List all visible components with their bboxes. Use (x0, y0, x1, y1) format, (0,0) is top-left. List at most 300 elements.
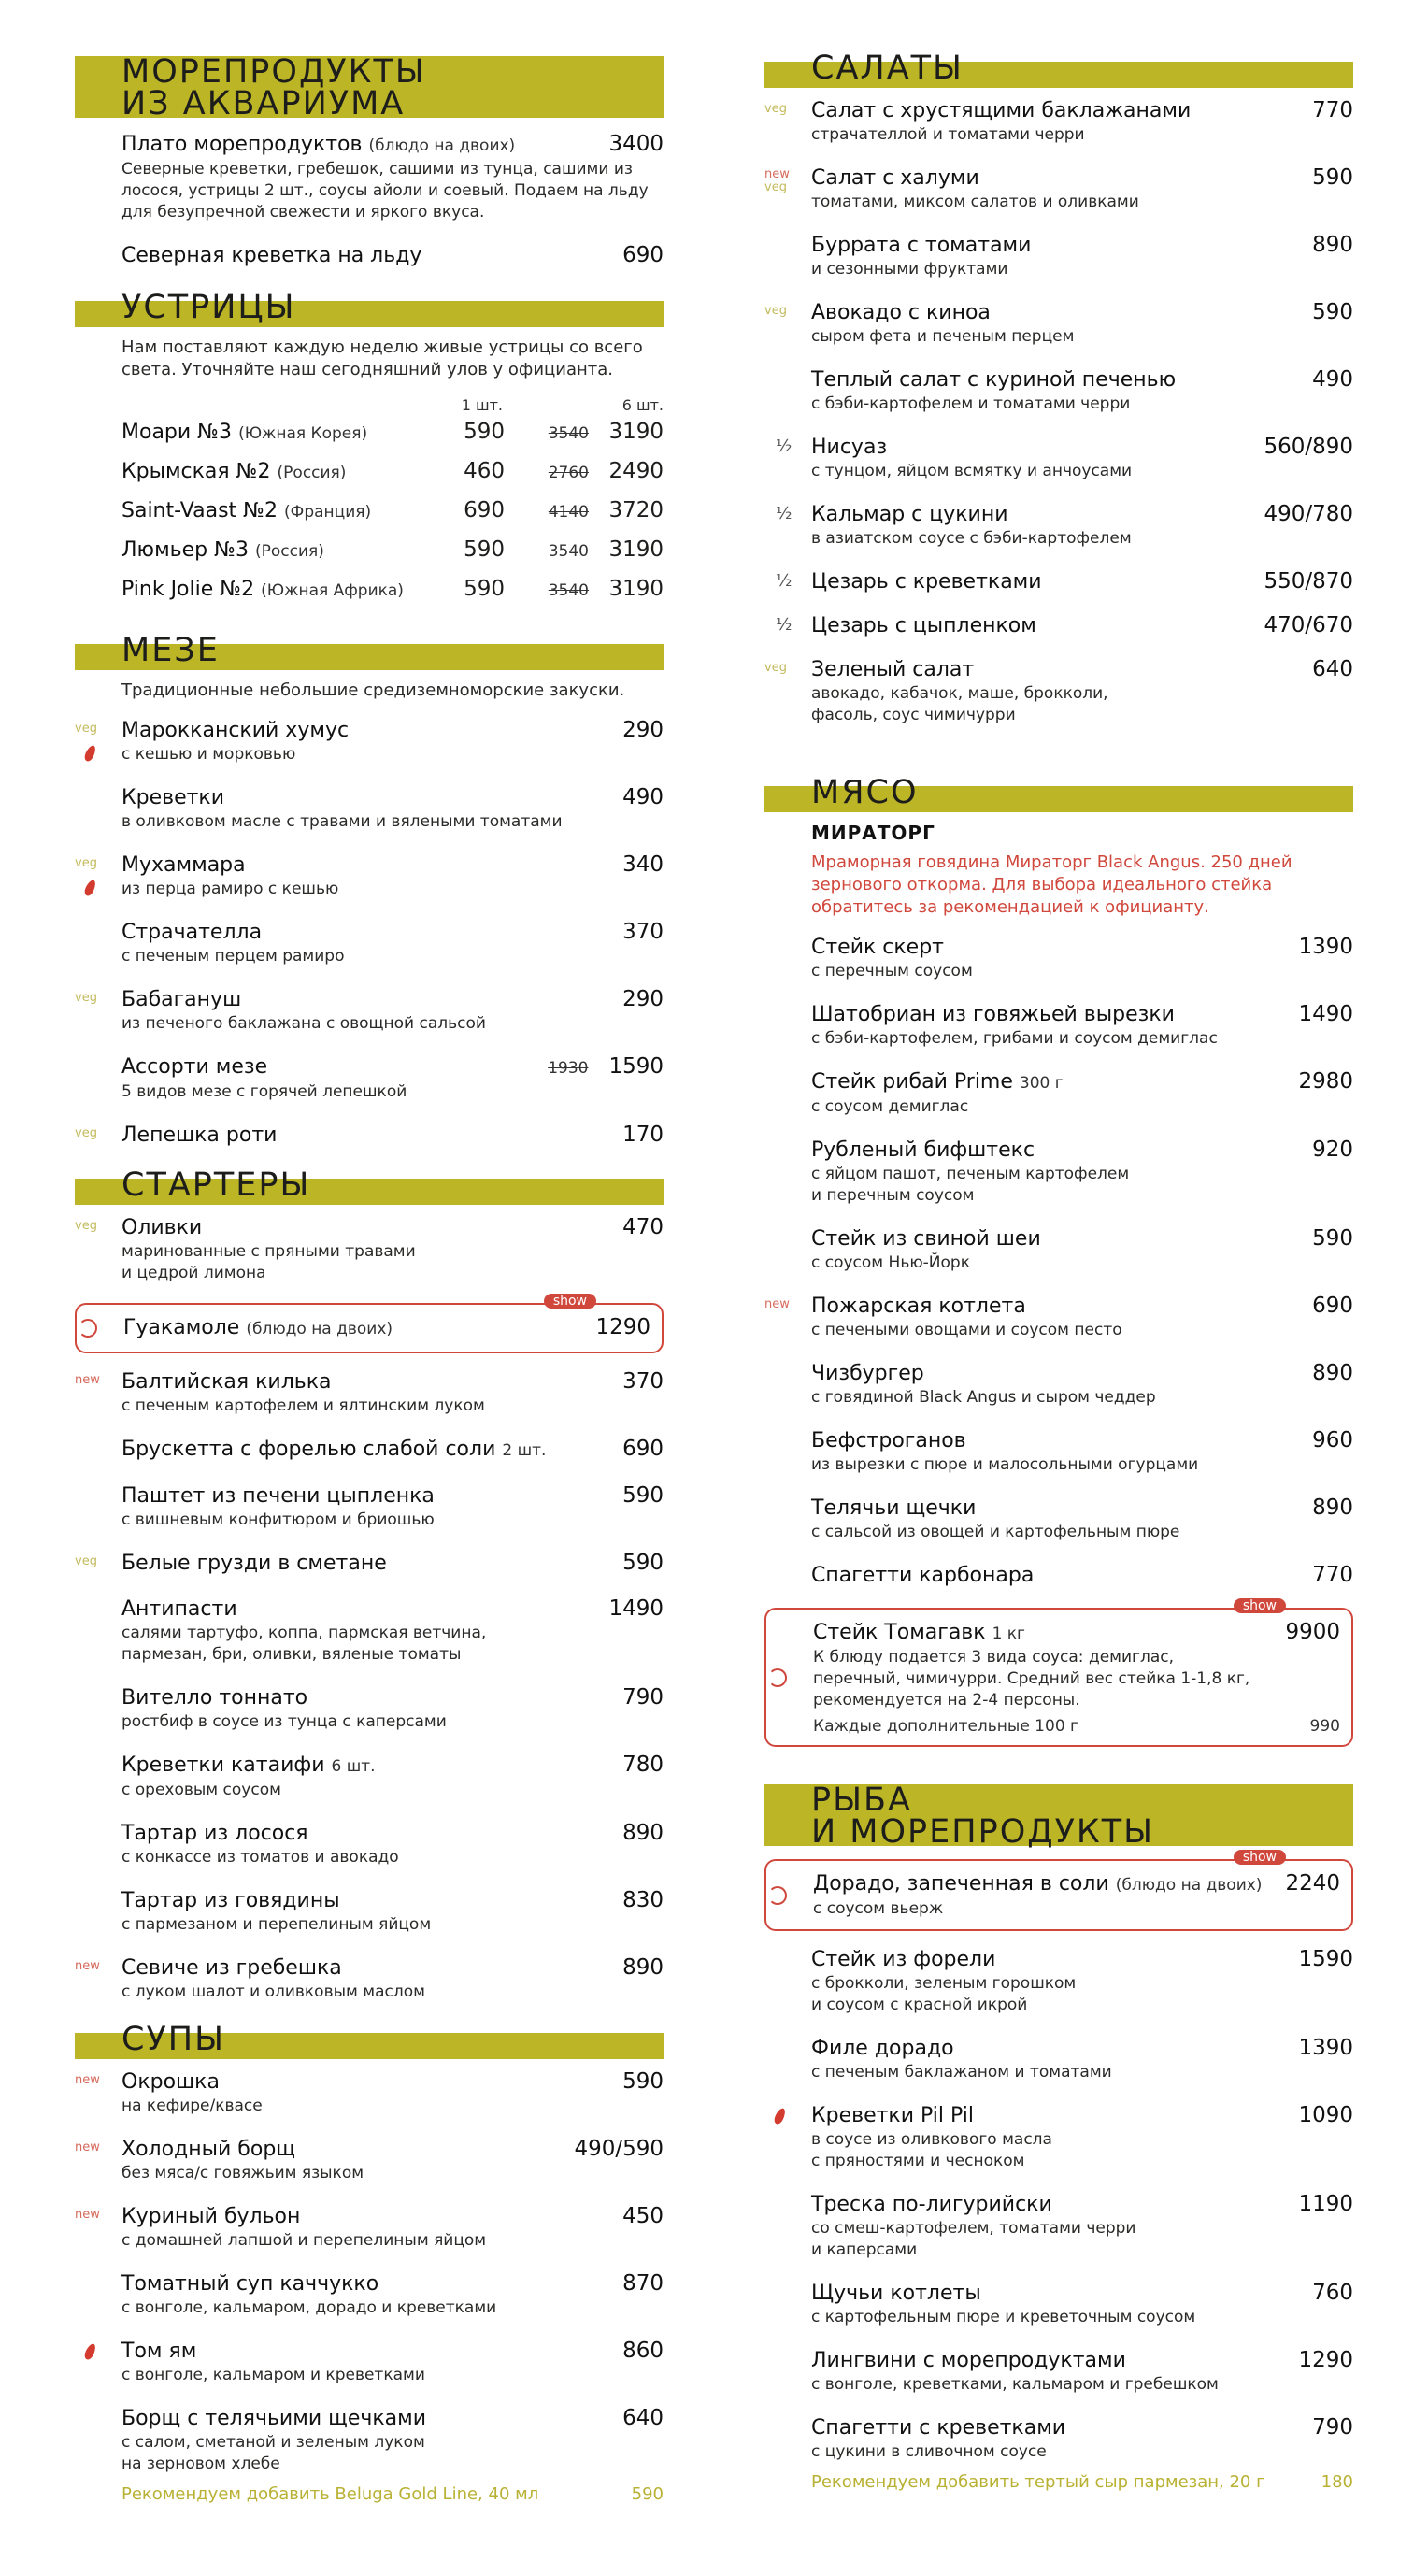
price-value: 920 (1312, 1138, 1353, 1162)
menu-item-title: Креветки (121, 786, 225, 809)
veg-tag: veg (75, 722, 97, 736)
price-value: 170 (622, 1123, 664, 1147)
section-title: СТАРТЕРЫ (121, 1166, 311, 1204)
menu-item-description: без мяса/с говяжьим языком (121, 2164, 364, 2182)
menu-item-title: Окрошка (121, 2070, 220, 2094)
price-value: 550/870 (1264, 569, 1353, 594)
oyster-title: Крымская №2 (121, 460, 271, 483)
menu-item (764, 1001, 1353, 1050)
menu-item-title: Белые грузди в сметане (121, 1552, 387, 1575)
new-tag: new (75, 2073, 100, 2087)
menu-item-description: ростбиф в соусе из тунца с каперсами (121, 1712, 447, 1731)
price-value: 1590 (608, 1054, 664, 1079)
menu-item-price (1264, 501, 1353, 527)
menu-item-name (121, 1483, 435, 1510)
oyster-price-one: 590 (464, 420, 505, 444)
menu-item-price (608, 131, 664, 157)
menu-item (75, 131, 664, 223)
menu-item-title: Филе дорадо (811, 2037, 954, 2060)
menu-item-title: Салат с хрустящими баклажанами (811, 99, 1192, 122)
oyster-title: Pink Jolie №2 (121, 578, 255, 601)
menu-item-name (811, 1138, 1035, 1164)
menu-item-price (1312, 165, 1353, 191)
oyster-name (121, 460, 458, 483)
section-title: МЯСО (811, 774, 919, 811)
menu-item-title: Куриный бульон (121, 2205, 301, 2228)
price-value: 640 (622, 2406, 664, 2430)
menu-item-description: с яйцом пашот, печеным картофелем и перечным соусом (811, 1165, 1130, 1205)
menu-item-description: Северные креветки, гребешок, сашими из тунца, сашими из лосося, устрицы 2 шт., соусы айоли и соевый. Подаем на льду для безупречной свежести и яркого вкуса. (121, 160, 649, 222)
menu-item-price (622, 852, 664, 878)
menu-item-row (121, 784, 664, 811)
menu-item-row (121, 1887, 664, 1914)
menu-item-row (121, 1752, 664, 1780)
menu-item-description: с вонголе, кальмаром и креветками (121, 2366, 425, 2384)
menu-item (764, 2280, 1353, 2328)
menu-item (75, 2068, 664, 2117)
menu-item-price (1312, 299, 1353, 325)
menu-item-row (121, 2338, 664, 2365)
menu-item-name (121, 1054, 267, 1080)
menu-item-description: страчателлой и томатами черри (811, 125, 1085, 144)
recommendation-row (75, 2484, 664, 2504)
menu-item-note: 300 г (1019, 1074, 1064, 1093)
menu-item-name (121, 718, 349, 744)
menu-item-name (121, 920, 262, 946)
menu-item-description: с цукини в сливочном соусе (811, 2442, 1047, 2461)
section-intro: Нам поставляют каждую неделю живые устрицы со всего света. Уточняйте наш сегодняшний улов у официанта. (121, 337, 643, 379)
menu-item-row (811, 2347, 1353, 2374)
menu-item-title: Дорадо, запеченная в соли (813, 1872, 1109, 1896)
menu-item-row (121, 1550, 664, 1577)
menu-item-name (811, 1002, 1175, 1028)
new-veg-tag (764, 168, 802, 194)
menu-item (75, 2136, 664, 2184)
menu-item-price (1298, 1946, 1353, 1972)
swirl-icon (79, 1319, 97, 1338)
price-value: 1390 (1298, 935, 1353, 959)
menu-item-description: К блюду подается 3 вида соуса: демиглас, перечный, чимичурри. Средний вес стейка 1-1,8 кг, рекомендуется на 2-4 персоны. (813, 1648, 1250, 1710)
menu-item-name (121, 1437, 546, 1464)
menu-item-price (622, 919, 664, 945)
menu-item (75, 1368, 664, 1417)
menu-item-row (811, 656, 1353, 683)
oyster-price-six: 3720 (608, 498, 664, 522)
menu-item-description: 5 видов мезе с горячей лепешкой (121, 1082, 407, 1101)
menu-item-price (1298, 2035, 1353, 2061)
menu-item (764, 656, 1353, 726)
oyster-row (75, 459, 664, 498)
menu-item-name (121, 2271, 378, 2297)
price-value: 780 (622, 1753, 664, 1777)
menu-item-name (811, 1069, 1064, 1096)
menu-item-price (574, 2136, 664, 2162)
menu-item-name (811, 935, 944, 961)
section-title (764, 1782, 1353, 1851)
menu-item-name (811, 1947, 995, 1973)
menu-item-row (811, 1001, 1353, 1028)
menu-item-title: Лингвини с морепродуктами (811, 2349, 1126, 2372)
featured-show-item (764, 1598, 1353, 1747)
price-value: 2980 (1298, 1069, 1353, 1094)
menu-item-row (121, 2136, 664, 2163)
price-value: 890 (622, 1821, 664, 1845)
menu-item-row (121, 2405, 664, 2432)
menu-item (75, 242, 664, 269)
menu-item-price (1312, 2280, 1353, 2306)
menu-item-row (811, 1495, 1353, 1522)
menu-item-description: из вырезки с пюре и малосольными огурцами (811, 1455, 1199, 1474)
price-value: 890 (1312, 1361, 1353, 1385)
menu-item-description: с салом, сметаной и зеленым луком на зерновом хлебе (121, 2433, 425, 2473)
menu-item-name (121, 2069, 220, 2096)
menu-item-title: Нисуаз (811, 436, 888, 459)
oyster-name (121, 499, 458, 522)
price-value: 860 (622, 2339, 664, 2363)
menu-item-title: Цезарь с цыпленком (811, 614, 1036, 637)
menu-item-price (622, 1436, 664, 1462)
menu-item (75, 1684, 664, 1733)
menu-item (764, 501, 1353, 550)
menu-item-description: с конкассе из томатов и авокадо (121, 1848, 399, 1867)
menu-item (764, 434, 1353, 482)
menu-item-title: Севиче из гребешка (121, 1956, 342, 1980)
menu-item-title: Мухаммара (121, 853, 246, 877)
menu-item-name (811, 2348, 1126, 2374)
section-soups (75, 2021, 664, 2504)
menu-item-price (1298, 1001, 1353, 1027)
menu-item-name (121, 785, 224, 811)
section-fish (764, 1784, 1353, 2492)
menu-item (75, 1436, 664, 1464)
oyster-price-one: 590 (464, 577, 505, 601)
menu-item-row (121, 986, 664, 1013)
menu-item-title: Цезарь с креветками (811, 570, 1042, 594)
menu-item-price (622, 2270, 664, 2297)
menu-item-title: Холодный борщ (121, 2138, 296, 2161)
menu-item-price: 1290 (595, 1315, 650, 1339)
menu-item-name (121, 1753, 376, 1780)
veg-tag: veg (75, 991, 97, 1005)
menu-item-note: 1 кг (992, 1624, 1025, 1643)
menu-item-name (121, 1369, 332, 1395)
menu-item-name (811, 2281, 981, 2307)
menu-item-row (121, 242, 664, 269)
menu-item-name (121, 1215, 202, 1241)
menu-item (764, 568, 1353, 595)
half-portion-icon: ½ (776, 436, 793, 456)
menu-item-description: с соусом демиглас (811, 1097, 969, 1116)
menu-item-title: Телячьи щечки (811, 1496, 977, 1520)
oyster-price-one: 460 (464, 459, 505, 483)
veg-tag: veg (764, 180, 787, 194)
section-header (764, 774, 1353, 812)
oyster-title: Люмьер №3 (121, 538, 249, 562)
price-value: 770 (1312, 98, 1353, 122)
menu-item-title: Марокканский хумус (121, 719, 350, 742)
menu-item-row (811, 2102, 1353, 2129)
menu-item-title: Пожарская котлета (811, 1295, 1026, 1318)
menu-item-price (1312, 1137, 1353, 1163)
menu-item-title: Томатный суп каччукко (121, 2272, 379, 2296)
half-portion-icon: ½ (776, 615, 793, 635)
menu-item-row (123, 1314, 650, 1342)
menu-item-description: салями тартуфо, коппа, пармская ветчина, пармезан, бри, оливки, вяленые томаты (121, 1624, 487, 1664)
price-value: 1190 (1298, 2192, 1353, 2216)
chili-pepper-icon (83, 744, 98, 763)
menu-item-price (608, 1596, 664, 1622)
menu-item-name (811, 233, 1031, 259)
menu-item-title: Щучьи котлеты (811, 2282, 981, 2305)
new-tag: new (75, 2140, 100, 2154)
menu-item-description: в соусе из оливкового масла с пряностями и чесноком (811, 2130, 1052, 2170)
price-value: 470/670 (1264, 613, 1353, 637)
menu-item-title: Треска по-лигурийски (811, 2193, 1052, 2216)
menu-item (764, 366, 1353, 415)
menu-item-row (121, 1820, 664, 1847)
menu-item-name (811, 2103, 974, 2129)
oyster-row (75, 537, 664, 577)
menu-item (764, 612, 1353, 639)
menu-item (764, 165, 1353, 213)
column-header-one: 1 шт. (461, 396, 503, 414)
menu-item (75, 1820, 664, 1868)
menu-item-row (121, 1436, 664, 1464)
price-value: 1490 (608, 1596, 664, 1621)
menu-item (75, 2405, 664, 2475)
menu-item-row (121, 131, 664, 159)
menu-item-row (811, 1137, 1353, 1164)
oyster-row (75, 577, 664, 616)
menu-item-description: с кешью и морковью (121, 745, 296, 764)
menu-item-description: томатами, миксом салатов и оливками (811, 193, 1139, 211)
menu-item-title: Спагетти карбонара (811, 1564, 1035, 1587)
menu-item (75, 2270, 664, 2319)
section-title: МЕЗЕ (121, 632, 220, 669)
menu-item (764, 934, 1353, 982)
menu-item-price (622, 2405, 664, 2431)
oyster-price-six: 3190 (608, 420, 664, 444)
menu-item-description: с бэби-картофелем, грибами и соусом демиглас (811, 1029, 1218, 1048)
menu-item (75, 1122, 664, 1149)
menu-item-row (121, 852, 664, 879)
menu-item-title: Буррата с томатами (811, 234, 1032, 257)
menu-item-row (811, 501, 1353, 528)
veg-tag: veg (75, 1219, 97, 1233)
menu-item-description: из печеного баклажана с овощной сальсой (121, 1014, 486, 1033)
menu-item (75, 986, 664, 1035)
section-title: УСТРИЦЫ (121, 289, 296, 326)
new-tag: new (764, 1297, 790, 1311)
menu-item-name (811, 2036, 954, 2062)
menu-item-row (121, 1368, 664, 1395)
menu-item-description: с вонголе, креветками, кальмаром и гребешком (811, 2375, 1219, 2394)
menu-item (764, 1293, 1353, 1341)
menu-item-name (811, 502, 1008, 528)
menu-item-price (1298, 2102, 1353, 2128)
menu-item-description: с вишневым конфитюром и бриошью (121, 1510, 435, 1529)
menu-item-note: 6 шт. (331, 1757, 376, 1776)
menu-item-description: с печеным перцем рамиро (121, 947, 345, 966)
oyster-price-six: 3190 (608, 577, 664, 601)
section-title: САЛАТЫ (811, 50, 964, 87)
featured-show-item (764, 1850, 1353, 1931)
menu-item (764, 299, 1353, 348)
menu-item-name (811, 300, 991, 326)
oyster-row (75, 498, 664, 537)
oyster-name (121, 538, 458, 562)
section-starters (75, 1166, 664, 2003)
swirl-icon (768, 1668, 787, 1687)
menu-item (764, 1946, 1353, 2016)
recommendation-row (764, 2472, 1353, 2492)
menu-item-title: Том ям (121, 2340, 197, 2363)
menu-item-row (811, 1946, 1353, 1973)
menu-item (764, 97, 1353, 146)
menu-item (75, 1482, 664, 1531)
menu-item-name (123, 1315, 393, 1342)
right-column (764, 50, 1353, 2492)
menu-item-row (811, 568, 1353, 595)
section-title-line: И МОРЕПРОДУКТЫ (811, 1813, 1155, 1851)
menu-item-price (622, 2338, 664, 2364)
menu-item-row (811, 434, 1353, 461)
chili-pepper-icon (83, 2342, 98, 2361)
half-portion-icon: ½ (776, 571, 793, 591)
menu-item-description: с перечным соусом (811, 962, 973, 980)
menu-item-title: Теплый салат с куриной печенью (811, 368, 1177, 392)
menu-item (764, 232, 1353, 280)
menu-item-price (1312, 1562, 1353, 1588)
oyster-row (75, 420, 664, 459)
menu-item-price (1312, 1293, 1353, 1319)
oyster-column-headers (75, 396, 664, 414)
menu-item-row (811, 1360, 1353, 1387)
menu-item-note: 2 шт. (502, 1441, 547, 1460)
section-title-line: РЫБА (811, 1782, 912, 1819)
price-value: 960 (1312, 1428, 1353, 1453)
new-tag: new (764, 167, 790, 181)
menu-item-row (811, 1293, 1353, 1320)
menu-item-row (813, 1870, 1340, 1898)
menu-item-price (622, 1214, 664, 1240)
menu-item-name (811, 1428, 966, 1454)
oyster-name (121, 578, 458, 601)
price-value: 560/890 (1264, 435, 1353, 459)
brand-note: Мраморная говядина Мираторг Black Angus. 250 дней зернового откорма. Для выбора идеального стейка обратитесь за рекомендацией к официанту. (811, 852, 1292, 917)
menu-item (764, 2191, 1353, 2261)
menu-item-name (121, 1596, 237, 1623)
oyster-price-six: 3190 (608, 537, 664, 562)
menu-item-name (811, 435, 887, 461)
menu-item-note: (блюдо на двоих) (368, 136, 516, 155)
menu-item (75, 1887, 664, 1936)
recommendation-price: 180 (1321, 2472, 1353, 2492)
menu-item-row (811, 1225, 1353, 1252)
menu-item-row (811, 366, 1353, 394)
menu-item-title: Зеленый салат (811, 658, 975, 681)
extra-weight-label: Каждые дополнительные 100 г (813, 1717, 1078, 1736)
menu-item-description: из перца рамиро с кешью (121, 880, 339, 898)
menu-item-title: Стейк Томагавк (813, 1621, 986, 1644)
menu-item-title: Креветки Pil Pil (811, 2104, 975, 2127)
veg-tag: veg (764, 304, 787, 318)
price-value: 370 (622, 1369, 664, 1394)
menu-item (75, 1550, 664, 1577)
price-value: 370 (622, 920, 664, 944)
menu-item-name (121, 1821, 308, 1847)
price-value: 890 (622, 1955, 664, 1980)
section-header (75, 632, 664, 670)
menu-item-price (622, 2203, 664, 2229)
menu-item-name (811, 1226, 1041, 1252)
menu-item-description: с брокколи, зеленым горошком и соусом с красной икрой (811, 1974, 1077, 2014)
menu-item-row (121, 1482, 664, 1510)
menu-item-price (622, 1820, 664, 1846)
menu-item-price (1312, 656, 1353, 682)
menu-item-title: Балтийская килька (121, 1370, 332, 1394)
menu-item-price (1312, 1225, 1353, 1252)
section-aquarium (75, 53, 664, 269)
menu-item-title: Стейк из форели (811, 1948, 996, 1971)
price-value: 1590 (1298, 1947, 1353, 1971)
menu-item-title: Паштет из печени цыпленка (121, 1484, 435, 1508)
menu-item-price (622, 1122, 664, 1148)
menu-item-title: Борщ с телячьими щечками (121, 2407, 427, 2430)
oyster-name (121, 421, 458, 444)
menu-item-name (811, 1496, 976, 1522)
menu-item-price (622, 1954, 664, 1981)
menu-item-name (811, 98, 1191, 124)
veg-tag: veg (75, 1126, 97, 1140)
menu-item-price (1312, 97, 1353, 123)
section-title: СУПЫ (121, 2021, 225, 2058)
price-value: 590 (1312, 165, 1353, 190)
menu-item-title: Тартар из говядины (121, 1889, 340, 1912)
chili-pepper-icon (773, 2107, 788, 2125)
price-value: 450 (622, 2204, 664, 2228)
menu-item-price (622, 1482, 664, 1509)
price-value: 690 (622, 1437, 664, 1461)
menu-item-name (121, 2137, 295, 2163)
oyster-title: Saint-Vaast №2 (121, 499, 278, 522)
menu-item-row (811, 934, 1353, 961)
menu-item-row (811, 2191, 1353, 2218)
menu-item-row (813, 1619, 1340, 1647)
price-value: 290 (622, 987, 664, 1011)
menu-item (764, 2414, 1353, 2463)
menu-item-description: с соусом вьерж (813, 1899, 944, 1918)
menu-item-description: с соусом Нью-Йорк (811, 1253, 970, 1272)
menu-item-price (1298, 2347, 1353, 2373)
menu-item-row (121, 2203, 664, 2230)
menu-item-name (121, 987, 241, 1013)
menu-item-name (811, 165, 979, 192)
menu-item-note: (блюдо на двоих) (1115, 1876, 1263, 1895)
menu-item-name (813, 1871, 1262, 1898)
section-title (75, 53, 664, 122)
price-value: 790 (622, 1685, 664, 1710)
price-value: 590 (1312, 300, 1353, 324)
menu-item-row (121, 2270, 664, 2297)
section-oysters (75, 289, 664, 616)
menu-item-row (811, 2280, 1353, 2307)
price-value: 640 (1312, 657, 1353, 681)
menu-item-title: Страчателла (121, 921, 263, 944)
menu-item-name (121, 1551, 387, 1577)
menu-item-description: с ореховым соусом (121, 1781, 281, 1799)
menu-item (75, 1752, 664, 1801)
